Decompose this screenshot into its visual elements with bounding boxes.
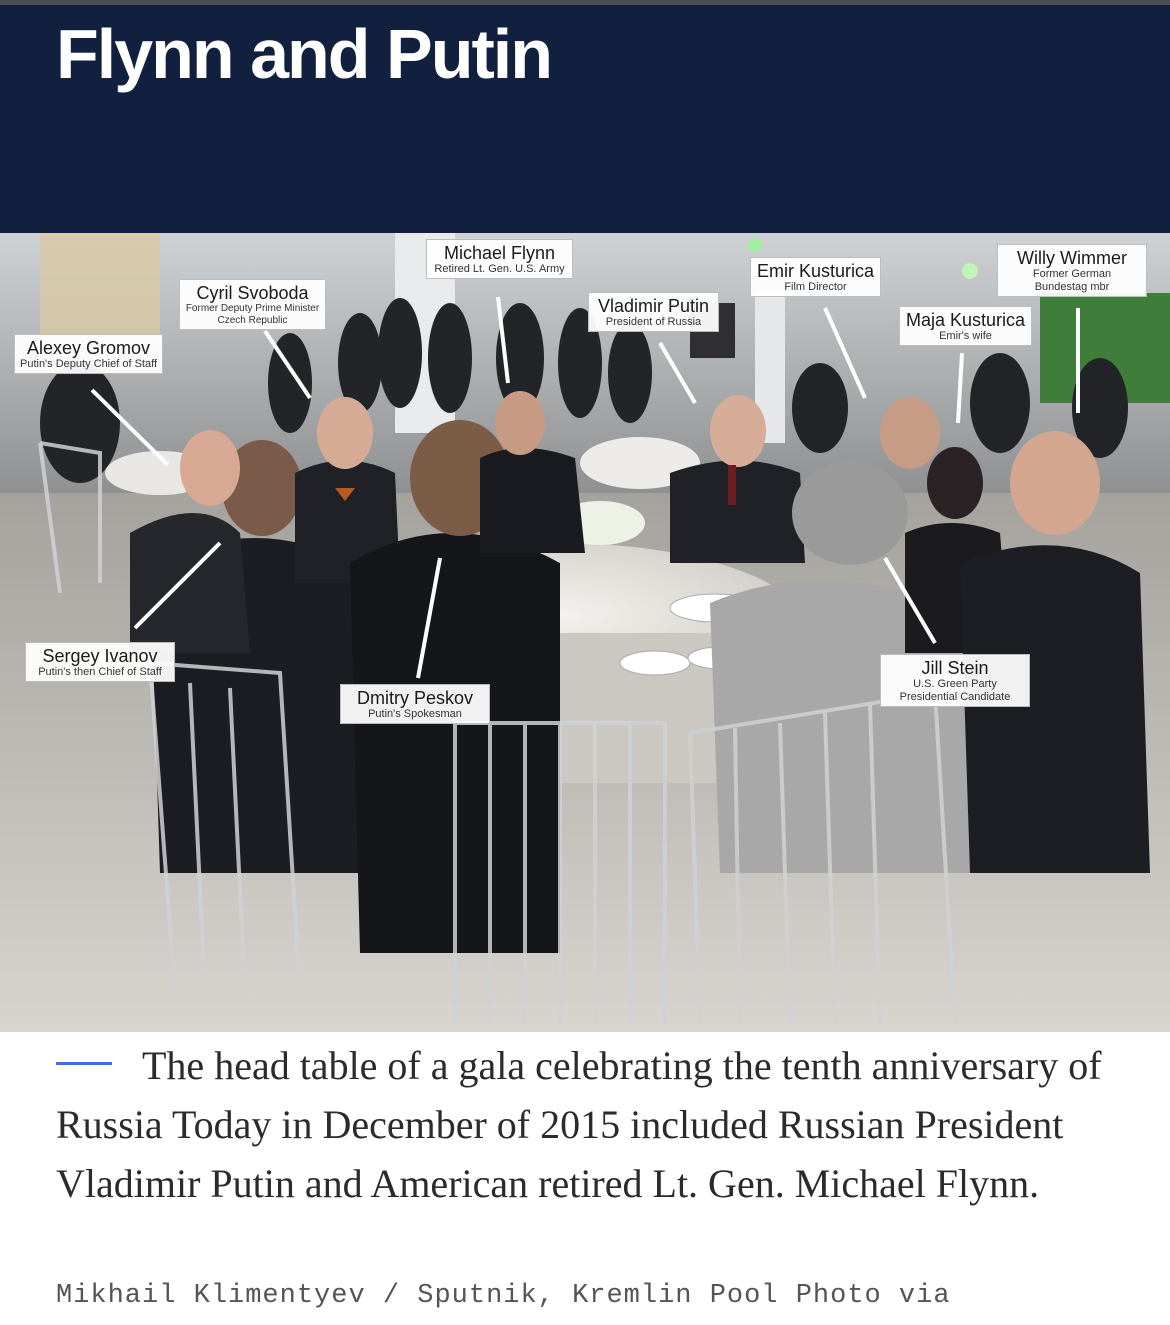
label-subtitle: Putin's then Chief of Staff [38,666,162,678]
label-name: Cyril Svoboda [196,283,309,303]
label-subtitle: Former Deputy Prime Minister Czech Republic [185,303,320,326]
label-subtitle: Emir's wife [939,330,992,342]
label-sergey-ivanov [25,642,175,682]
label-name: Vladimir Putin [597,296,710,316]
label-subtitle: U.S. Green Party Presidential Candidate [899,678,1011,703]
photo-caption: The head table of a gala celebrating the tenth anniversary of Russia Today in December of 2015 included Russian President Vladimir Putin and American retired Lt. Gen. Michael Flynn. [56,1043,1102,1206]
label-name: Maja Kusturica [905,310,1026,330]
label-name: Dmitry Peskov [356,688,473,708]
label-name: Sergey Ivanov [42,646,158,666]
label-subtitle: President of Russia [605,316,702,328]
gala-photo[interactable] [0,233,1170,1032]
label-name: Jill Stein [921,658,989,678]
label-maja-kusturica [899,306,1032,346]
label-name: Emir Kusturica [756,261,875,281]
label-subtitle: Putin's Deputy Chief of Staff [19,358,158,370]
photo-credit: Mikhail Klimentyev / Sputnik, Kremlin Pool Photo via [56,1281,951,1311]
label-dmitry-peskov [340,684,490,724]
label-subtitle: Putin's Spokesman [368,708,462,720]
label-alexey-gromov [14,334,163,374]
page-title: Flynn and Putin [56,15,551,93]
label-cyril-svoboda [179,279,326,330]
label-willy-wimmer [997,244,1147,297]
label-michael-flynn [426,239,573,279]
photo-illustration [0,233,1170,1032]
label-vladimir-putin [588,292,719,332]
label-jill-stein [880,654,1030,707]
label-subtitle: Retired Lt. Gen. U.S. Army [434,263,565,275]
article-header [0,5,1170,233]
label-name: Alexey Gromov [26,338,151,358]
label-subtitle: Former German Bundestag mbr [1032,268,1112,293]
label-name: Michael Flynn [443,243,556,263]
label-name: Willy Wimmer [1017,248,1127,268]
label-subtitle: Film Director [784,281,847,293]
label-emir-kusturica [750,257,881,297]
